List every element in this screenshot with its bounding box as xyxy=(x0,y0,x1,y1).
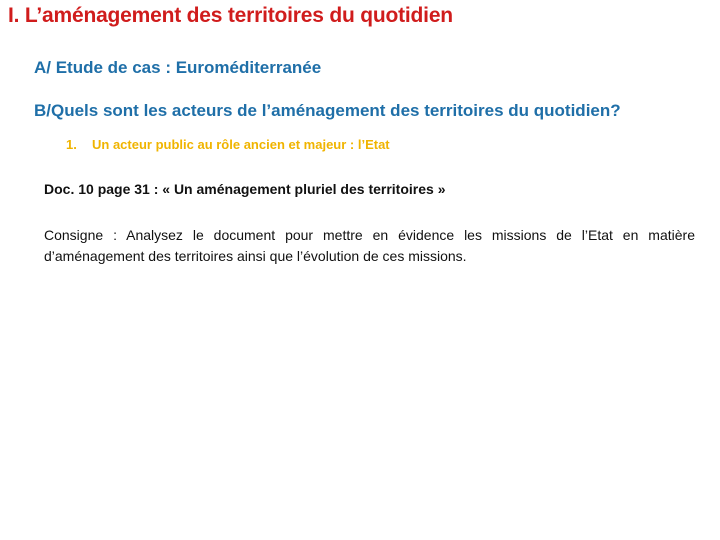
instruction-paragraph: Consigne : Analysez le document pour mettre en évidence les missions de l’Etat en matière d’aménagement des territoires ainsi que l’évolution de ces missions. xyxy=(44,227,695,264)
list-item-text: Un acteur public au rôle ancien et majeur : l’Etat xyxy=(92,137,390,152)
slide-title: I. L’aménagement des territoires du quotidien xyxy=(8,4,453,27)
document-reference: Doc. 10 page 31 : « Un aménagement pluriel des territoires » xyxy=(44,181,446,197)
subtitle-a: A/ Etude de cas : Euroméditerranée xyxy=(34,58,322,77)
list-item-number: 1. xyxy=(66,137,77,152)
subtitle-b: B/Quels sont les acteurs de l’aménagement des territoires du quotidien? xyxy=(34,101,621,120)
list-item xyxy=(66,137,390,152)
